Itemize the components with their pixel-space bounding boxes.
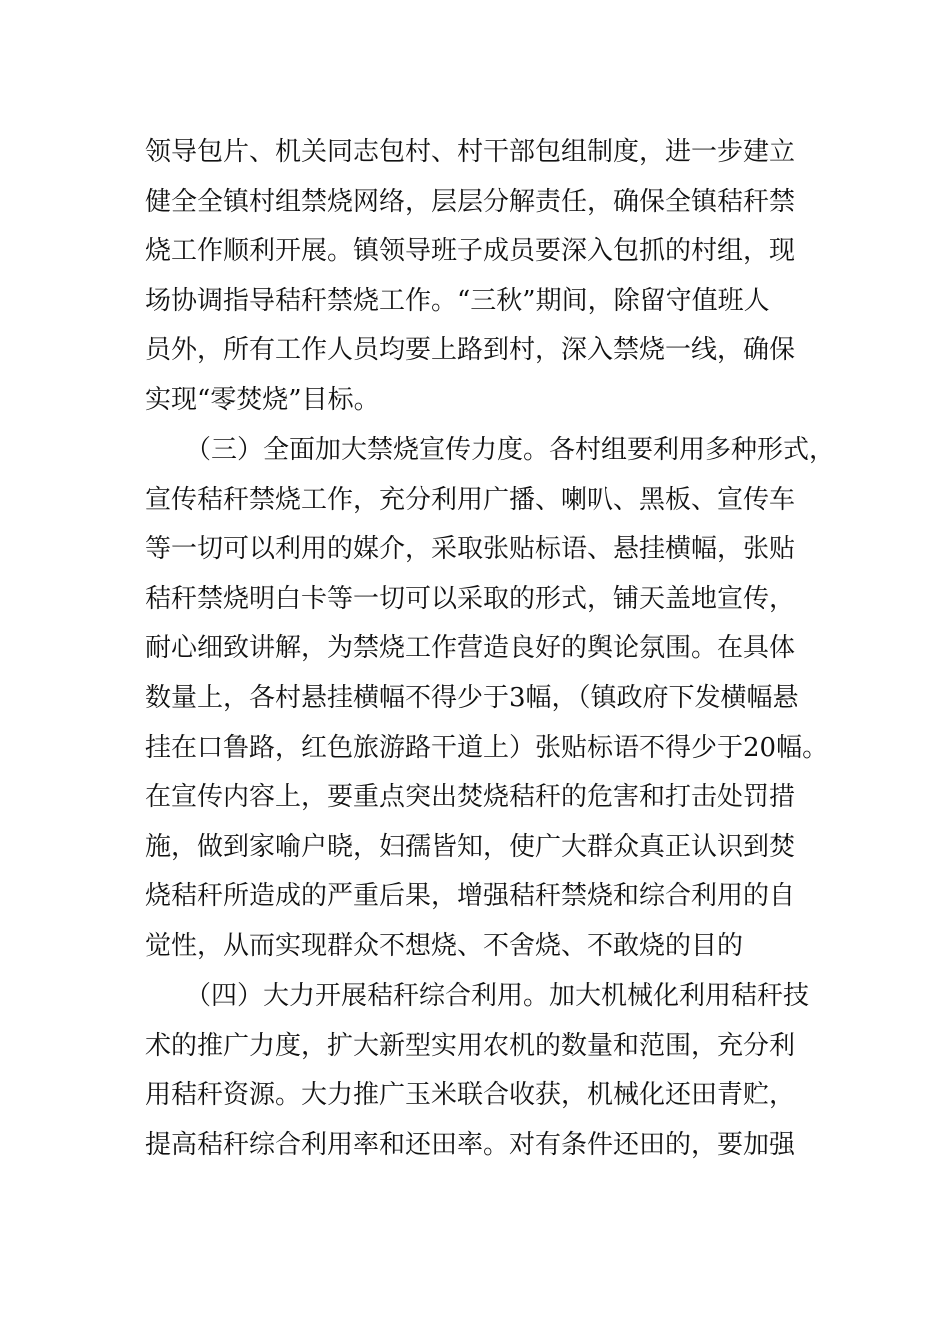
text-line: 烧秸秆所造成的严重后果，增强秸秆禁烧和综合利用的自 — [145, 881, 796, 912]
text-line: （四）大力开展秸秆综合利用。加大机械化利用秸秆技 — [185, 981, 810, 1011]
text-line: 场协调指导秸秆禁烧工作。“三秋”期间，除留守值班人 — [145, 285, 770, 316]
text-line: 术的推广力度，扩大新型实用农机的数量和范围，充分利 — [145, 1030, 796, 1061]
text-line: 觉性，从而实现群众不想烧、不舍烧、不敢烧的目的 — [145, 930, 744, 961]
text-line: 秸秆禁烧明白卡等一切可以采取的形式，铺天盖地宣传， — [145, 583, 796, 614]
paragraph-continuation — [145, 128, 810, 426]
text-line: （三）全面加大禁烧宣传力度。各村组要利用多种形式， — [185, 435, 836, 465]
text-line: 提高秸秆综合利用率和还田率。对有条件还田的，要加强 — [145, 1129, 796, 1160]
paragraph-publicity — [145, 426, 836, 972]
text-line: 在宣传内容上，要重点突出焚烧秸秆的危害和打击处罚措 — [145, 782, 796, 813]
text-line: 数量上，各村悬挂横幅不得少于3幅，（镇政府下发横幅悬 — [145, 682, 799, 713]
text-line: 实现“零焚烧”目标。 — [145, 384, 380, 415]
text-line: 领导包片、机关同志包村、村干部包组制度，进一步建立 — [145, 137, 796, 167]
text-line: 烧工作顺利开展。镇领导班子成员要深入包抓的村组，现 — [145, 236, 796, 267]
text-line: 用秸秆资源。大力推广玉米联合收获，机械化还田青贮， — [145, 1080, 796, 1111]
text-line: 宣传秸秆禁烧工作，充分利用广播、喇叭、黑板、宣传车 — [145, 484, 796, 515]
text-line: 等一切可以利用的媒介，采取张贴标语、悬挂横幅，张贴 — [145, 534, 796, 565]
text-line: 挂在口鲁路，红色旅游路干道上）张贴标语不得少于20幅。 — [145, 732, 829, 763]
text-line: 施，做到家喻户晓，妇孺皆知，使广大群众真正认识到焚 — [145, 831, 796, 862]
text-line: 健全全镇村组禁烧网络，层层分解责任，确保全镇秸秆禁 — [145, 186, 796, 217]
paragraph-utilization — [145, 972, 810, 1170]
text-line: 员外，所有工作人员均要上路到村，深入禁烧一线，确保 — [145, 335, 796, 366]
text-line: 耐心细致讲解，为禁烧工作营造良好的舆论氛围。在具体 — [145, 633, 796, 664]
